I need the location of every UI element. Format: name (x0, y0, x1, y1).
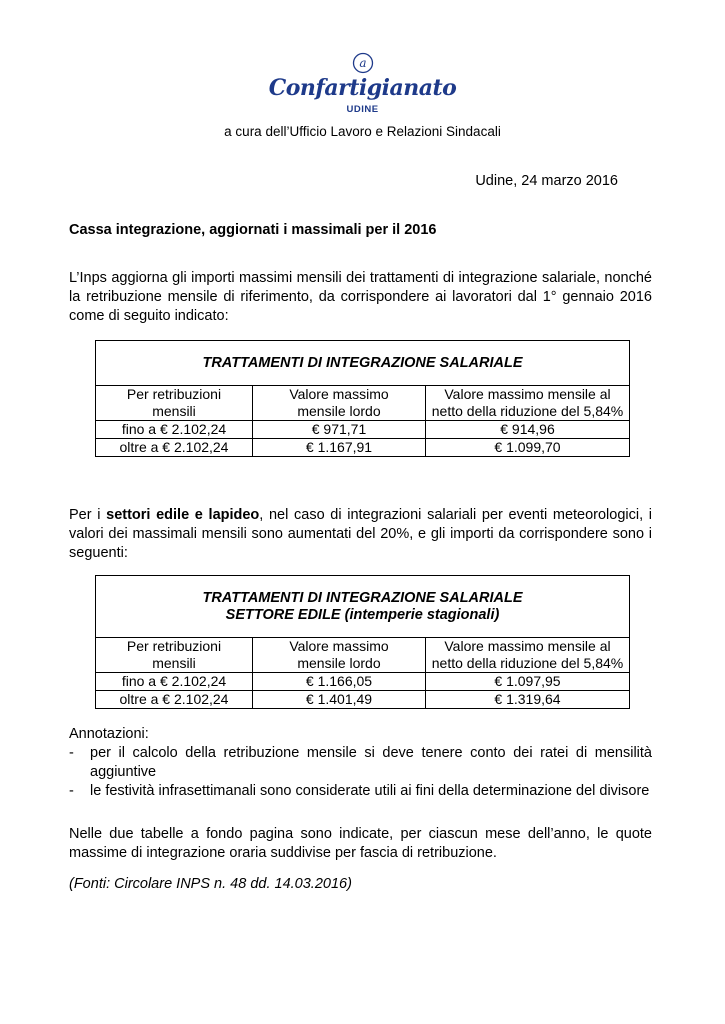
header-line: Valore massimo (289, 638, 389, 654)
closing-paragraph: Nelle due tabelle a fondo pagina sono indicate, per ciascun mese dell’anno, le quote massime di integrazione oraria suddivise per fascia di retribuzione. (69, 826, 652, 861)
table-row (96, 439, 630, 457)
table-row (96, 691, 630, 709)
table-title-line: TRATTAMENTI DI INTEGRAZIONE SALARIALE (202, 589, 523, 606)
header-line: Per retribuzioni (126, 638, 222, 654)
list-item-text: le festività infrasettimanali sono considerate utili ai fini della determinazione del divisore (90, 783, 650, 799)
header-line: mensile lordo (297, 655, 381, 671)
table-cell: € 1.166,05 (253, 673, 426, 691)
table-cell: € 1.167,91 (253, 439, 426, 457)
notes-heading: Annotazioni: (69, 726, 149, 742)
column-header (253, 386, 426, 421)
column-header (96, 386, 253, 421)
table-header-row (96, 638, 630, 673)
table-cell: fino a € 2.102,24 (96, 673, 253, 691)
header-line: mensili (152, 403, 196, 419)
curator-line: a cura dell’Ufficio Lavoro e Relazioni Sindacali (224, 124, 501, 139)
notes-section (69, 725, 652, 801)
table-row (96, 673, 630, 691)
table-cell: € 971,71 (253, 421, 426, 439)
at-sign-icon (352, 52, 374, 74)
document-title: Cassa integrazione, aggiornati i massimali per il 2016 (69, 222, 437, 238)
text-span: Per i (69, 507, 107, 523)
list-item (69, 782, 652, 801)
logo-subtitle: UDINE (346, 104, 379, 115)
header-line: Valore massimo (289, 386, 389, 402)
table-cell: € 1.319,64 (426, 691, 630, 709)
table-header-row (96, 386, 630, 421)
table-cell: € 1.099,70 (426, 439, 630, 457)
construction-paragraph (69, 506, 652, 563)
table-row (96, 421, 630, 439)
table-cell: oltre a € 2.102,24 (96, 439, 253, 457)
svg-text:a: a (358, 56, 367, 70)
header-line: netto della riduzione del 5,84% (431, 403, 624, 419)
table-cell: € 1.401,49 (253, 691, 426, 709)
dash-bullet: - (69, 783, 74, 799)
header-logo (0, 52, 725, 115)
column-header (253, 638, 426, 673)
table-cell: fino a € 2.102,24 (96, 421, 253, 439)
table-cell: oltre a € 2.102,24 (96, 691, 253, 709)
dash-bullet: - (69, 745, 74, 761)
header-line: Valore massimo mensile al (444, 386, 611, 402)
header-line: netto della riduzione del 5,84% (431, 655, 624, 671)
source-citation: (Fonti: Circolare INPS n. 48 dd. 14.03.2016) (69, 876, 352, 892)
table-standard (95, 340, 630, 457)
header-line: Valore massimo mensile al (444, 638, 611, 654)
table-cell: € 914,96 (426, 421, 630, 439)
header-line: Per retribuzioni (126, 386, 222, 402)
intro-paragraph: L’Inps aggiorna gli importi massimi mensili dei trattamenti di integrazione salariale, nonché la retribuzione mensile di riferimento, da corrispondere ai lavoratori dal 1° gennaio 2016 come di seguito indicato: (69, 270, 652, 324)
table-construction (95, 575, 630, 709)
text-span: , nel caso di integrazioni salariali per eventi meteorologici, i valori dei massimali mensili sono aumentati del 20%, e gli importi da corrispondere sono i seguenti: (69, 507, 653, 561)
highlighted-sectors: settori edile e lapideo (106, 507, 260, 523)
table-cell: € 1.097,95 (426, 673, 630, 691)
table-title-line: SETTORE EDILE (intemperie stagionali) (225, 606, 500, 623)
column-header (426, 386, 630, 421)
table-title: TRATTAMENTI DI INTEGRAZIONE SALARIALE (96, 341, 630, 386)
column-header (96, 638, 253, 673)
logo-name: Confartigianato (268, 75, 457, 101)
table-title (96, 576, 630, 638)
column-header (426, 638, 630, 673)
document-date: Udine, 24 marzo 2016 (475, 173, 618, 189)
list-item (69, 744, 652, 782)
header-line: mensile lordo (297, 403, 381, 419)
list-item-text: per il calcolo della retribuzione mensile si deve tenere conto dei ratei di mensilità aggiuntive (90, 745, 652, 780)
header-line: mensili (152, 655, 196, 671)
